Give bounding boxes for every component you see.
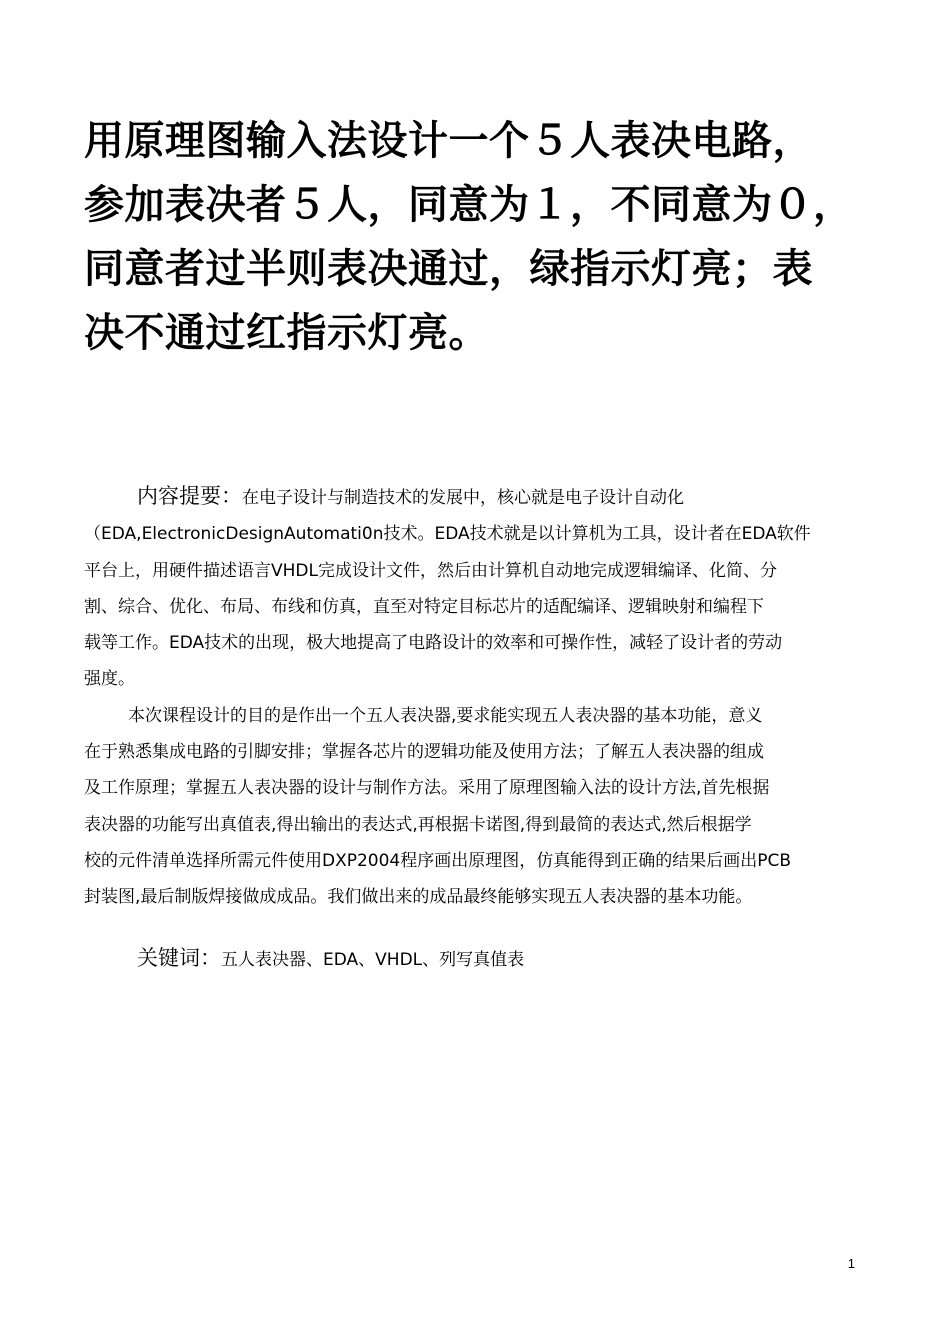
abstract-line: 表决器的功能写出真值表,得出输出的表达式,再根据卡诺图,得到最简的表达式,然后根据学 <box>84 814 752 835</box>
title-line: 决不通过红指示灯亮。 <box>84 310 489 356</box>
abstract-line: 载等工作。EDA技术的出现，极大地提高了电路设计的效率和可操作性，减轻了设计者的劳动 <box>84 633 783 654</box>
abstract-section <box>84 478 870 916</box>
abstract-line: 在于熟悉集成电路的引脚安排；掌握各芯片的逻辑功能及使用方法；了解五人表决器的组成 <box>84 742 764 763</box>
abstract-label: 内容提要： <box>137 484 242 508</box>
title-line: 用原理图输入法设计一个５人表决电路， <box>84 118 813 164</box>
document-title <box>84 109 884 365</box>
page-number: 1 <box>847 1256 855 1271</box>
title-line: 同意者过半则表决通过，绿指示灯亮；表 <box>84 246 813 292</box>
abstract-line: 在电子设计与制造技术的发展中，核心就是电子设计自动化 <box>242 488 684 508</box>
title-line: 参加表决者５人，同意为１，不同意为０， <box>84 182 854 228</box>
abstract-line: 校的元件清单选择所需元件使用DXP2004程序画出原理图，仿真能得到正确的结果后画出PCB <box>84 850 792 871</box>
abstract-line: 封装图,最后制版焊接做成成品。我们做出来的成品最终能够实现五人表决器的基本功能。 <box>84 887 753 908</box>
abstract-line: 本次课程设计的目的是作出一个五人表决器,要求能实现五人表决器的基本功能，意义 <box>128 705 763 726</box>
abstract-line: 及工作原理；掌握五人表决器的设计与制作方法。采用了原理图输入法的设计方法,首先根据 <box>84 778 770 799</box>
abstract-first-line <box>84 478 870 516</box>
abstract-line: 割、综合、优化、布局、布线和仿真，直至对特定目标芯片的适配编译、逻辑映射和编程下 <box>84 596 764 617</box>
keywords-line <box>137 940 524 978</box>
keywords-label: 关键词： <box>137 946 221 970</box>
abstract-line: 平台上，用硬件描述语言VHDL完成设计文件，然后由计算机自动地完成逻辑编译、化简、分 <box>84 560 777 581</box>
abstract-line: 强度。 <box>84 669 135 690</box>
abstract-line: （EDA,ElectronicDesignAutomati0n技术。EDA技术就是以计算机为工具，设计者在EDA软件 <box>84 524 811 545</box>
keywords-text: 五人表决器、EDA、VHDL、列写真值表 <box>221 950 525 970</box>
